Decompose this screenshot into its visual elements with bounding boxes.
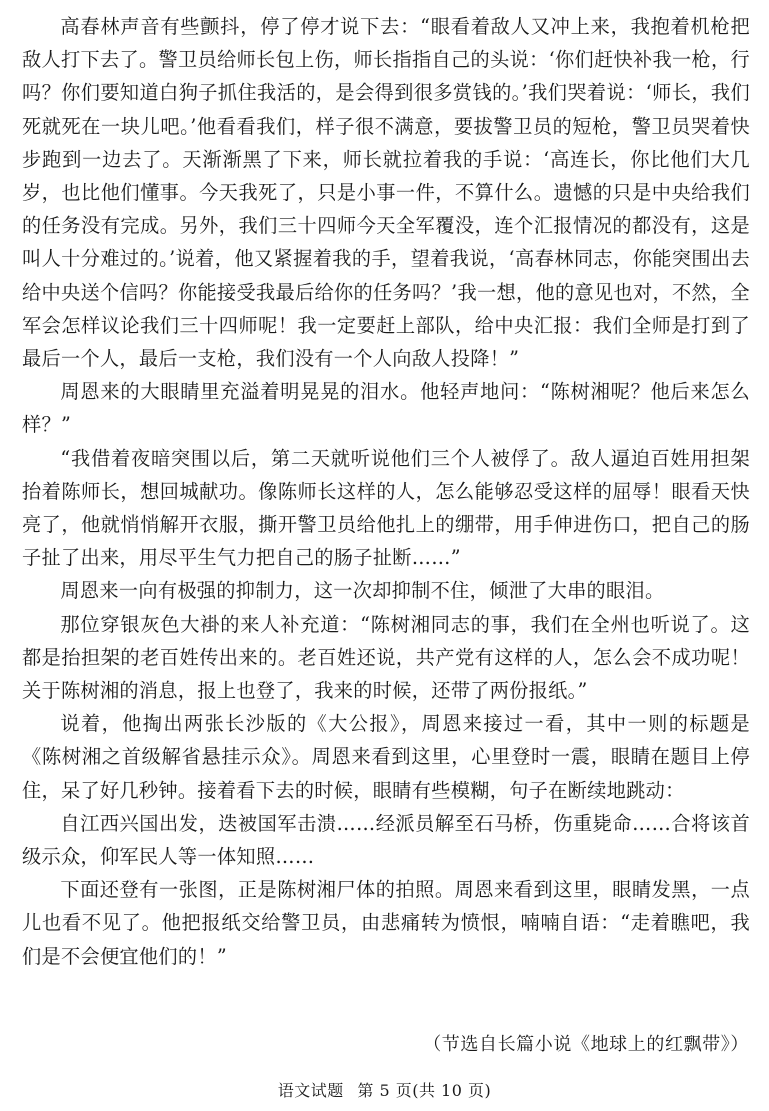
paragraph-6: 说着，他掏出两张长沙版的《大公报》，周恩来接过一看，其中一则的标题是《陈树湘之首级解省悬挂示众》。周恩来看到这里，心里登时一震，眼睛在题目上停住，呆了好几秒钟。接着看下去的时候，眼睛有些模糊，句子在断续地跳动： (22, 712, 750, 802)
page-footer (0, 1078, 769, 1101)
paragraph-2: 周恩来的大眼睛里充溢着明晃晃的泪水。他轻声地问：“陈树湘呢？他后来怎么样？” (22, 380, 750, 437)
paragraph-7: 自江西兴国出发，迭被国军击溃……经派员解至石马桥，伤重毙命……合将该首级示众，仰军民人等一体知照…… (22, 811, 750, 869)
footer-page-number: 第 5 页(共 10 页) (357, 1081, 492, 1100)
paragraph-4: 周恩来一向有极强的抑制力，这一次却抑制不住，倾泄了大串的眼泪。 (60, 579, 665, 603)
passage (22, 10, 750, 973)
paragraph-3: “我借着夜暗突围以后，第二天就听说他们三个人被俘了。敌人逼迫百姓用担架抬着陈师长，想回城献功。像陈师长这样的人，怎么能够忍受这样的屈辱！眼看天快亮了，他就悄悄解开衣服，撕开警卫员给他扎上的绷带，用手伸进伤口，把自己的肠子扯了出来，用尽平生气力把自己的肠子扯断……” (22, 446, 750, 570)
footer-subject: 语文试题 (277, 1081, 344, 1100)
paragraph-5: 那位穿银灰色大褂的来人补充道：“陈树湘同志的事，我们在全州也听说了。这都是抬担架的老百姓传出来的。老百姓还说，共产党有这样的人，怎么会不成功呢！关于陈树湘的消息，报上也登了，我来的时候，还带了两份报纸。” (22, 612, 750, 703)
paragraph-8: 下面还登有一张图，正是陈树湘尸体的拍照。周恩来看到这里，眼睛发黑，一点儿也看不见了。他把报纸交给警卫员，由悲痛转为愤恨，喃喃自语：“走着瞧吧，我们是不会便宜他们的！” (22, 878, 750, 968)
paragraph-1: 高春林声音有些颤抖，停了停才说下去：“眼看着敌人又冲上来，我抱着机枪把敌人打下去了。警卫员给师长包上伤，师长指指自己的头说：‘你们赶快补我一枪，行吗？你们要知道白狗子抓住我活的，是会得到很多赏钱的。’我们哭着说：‘师长，我们死就死在一块儿吧。’他看看我们，样子很不满意，要拔警卫员的短枪，警卫员哭着快步跑到一边去了。天渐渐黑了下来，师长就拉着我的手说：‘高连长，你比他们大几岁，也比他们懂事。今天我死了，只是小事一件，不算什么。遗憾的只是中央给我们的任务没有完成。另外，我们三十四师今天全军覆没，连个汇报情况的都没有，这是叫人十分难过的。’说着，他又紧握着我的手，望着我说，‘高春林同志，你能突围出去给中央送个信吗？你能接受我最后给你的任务吗？’我一想，他的意见也对，不然，全军会怎样议论我们三十四师呢！我一定要赶上部队，给中央汇报：我们全师是打到了最后一个人，最后一支枪，我们没有一个人向敌人投降！” (22, 15, 750, 371)
source-attribution: （节选自长篇小说《地球上的红飘带》） (423, 1034, 749, 1055)
